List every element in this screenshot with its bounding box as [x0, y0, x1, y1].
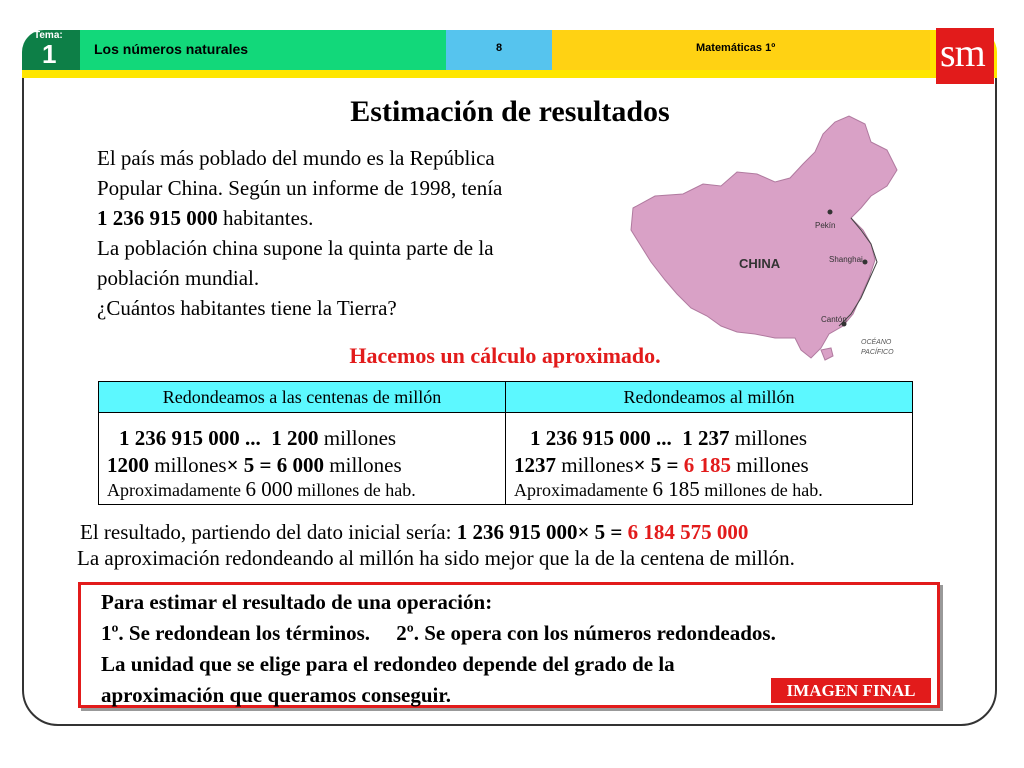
page-number-bar — [446, 30, 552, 70]
table-cell-hundreds — [99, 413, 506, 505]
table-header-hundreds: Redondeamos a las centenas de millón — [99, 382, 506, 413]
calc-unit: millones — [729, 426, 808, 450]
result-calc: 1 236 915 000× 5 = — [456, 520, 623, 544]
subject-bar — [552, 30, 930, 70]
rule-line: La unidad que se elige para el redondeo depende del grado de la — [101, 652, 675, 676]
sm-logo — [936, 28, 994, 84]
rule-line: Para estimar el resultado de una operación: — [101, 590, 493, 614]
page-title: Estimación de resultados — [350, 95, 670, 128]
subheading: Hacemos un cálculo aproximado. — [349, 343, 661, 368]
calc-result: × 5 = 6 000 — [226, 453, 325, 477]
calc-rounded: 1 200 — [271, 426, 319, 450]
calc-unit: millones — [149, 453, 227, 477]
result-line — [80, 520, 748, 545]
rule-line: aproximación que queramos conseguir. — [101, 683, 452, 707]
page-number: 8 — [495, 42, 503, 54]
china-map — [625, 112, 925, 367]
calc-unit: millones — [731, 453, 809, 477]
intro-line — [97, 203, 607, 233]
intro-line: El país más poblado del mundo es la República — [97, 146, 495, 170]
table-header-row — [99, 382, 913, 413]
calc-start: 1 236 915 000 ... — [119, 426, 261, 450]
topic-title: Los números naturales — [94, 41, 249, 57]
city-label-pekin: Pekín — [815, 221, 836, 230]
calc-rounded-short: 1200 — [107, 453, 149, 477]
table-row — [99, 413, 913, 505]
calc-line — [107, 452, 499, 479]
header-underline — [22, 70, 997, 78]
logo-text: sm — [940, 30, 985, 75]
approx-label: Aproximadamente — [514, 480, 653, 500]
intro-line: población mundial. — [97, 266, 260, 290]
intro-question: ¿Cuántos habitantes tiene la Tierra? — [97, 296, 397, 320]
calc-result-value: 6 185 — [678, 453, 732, 477]
result-value: 6 184 575 000 — [622, 520, 749, 544]
calc-result: × 5 = — [633, 453, 679, 477]
approx-unit: millones de hab. — [699, 480, 823, 500]
city-label-canton: Cantón — [821, 315, 847, 324]
china-shape — [631, 116, 897, 358]
shanghai-marker — [863, 260, 868, 265]
calc-line — [514, 452, 906, 479]
calc-unit: millones — [556, 453, 634, 477]
city-label-shanghai: Shanghai — [829, 255, 863, 264]
rounding-table — [98, 381, 913, 505]
approx-value: 6 000 — [245, 477, 293, 501]
calc-approx — [514, 479, 906, 500]
final-image-button[interactable]: IMAGEN FINAL — [771, 678, 931, 703]
tema-number: 1 — [42, 39, 57, 69]
ocean-label-1: OCÉANO — [861, 339, 892, 346]
population-value: 1 236 915 000 — [97, 206, 218, 230]
approx-value: 6 185 — [652, 477, 700, 501]
intro-text — [97, 143, 607, 323]
rule-line: 1º. Se redondean los términos. 2º. Se opera con los números redondeados. — [101, 621, 776, 645]
country-label: CHINA — [739, 256, 781, 271]
topic-bar — [80, 30, 446, 70]
result-comment: La aproximación redondeando al millón ha sido mejor que la de la centena de millón. — [77, 546, 795, 570]
ocean-label-2: PACÍFICO — [861, 349, 894, 356]
intro-line: La población china supone la quinta parte de la — [97, 236, 494, 260]
approx-label: Aproximadamente — [107, 480, 246, 500]
table-header-million: Redondeamos al millón — [506, 382, 913, 413]
subject-title: Matemáticas 1º — [696, 42, 776, 54]
tema-label: Tema: — [34, 30, 63, 41]
calc-approx — [107, 479, 499, 500]
approx-unit: millones de hab. — [292, 480, 416, 500]
calc-million — [506, 413, 912, 504]
calc-unit: millones — [324, 453, 402, 477]
tema-tab — [22, 30, 80, 70]
intro-line: Popular China. Según un informe de 1998, tenía — [97, 176, 503, 200]
table-cell-million — [506, 413, 913, 505]
calc-unit: millones — [318, 426, 397, 450]
calc-hundreds — [99, 413, 505, 504]
calc-rounded-short: 1237 — [514, 453, 556, 477]
pekin-marker — [828, 210, 833, 215]
calc-start: 1 236 915 000 ... — [530, 426, 672, 450]
result-prefix: El resultado, partiendo del dato inicial sería: — [80, 520, 457, 544]
calc-line — [107, 425, 499, 452]
calc-rounded: 1 237 — [682, 426, 730, 450]
intro-line-rest: habitantes. — [217, 206, 314, 230]
calc-line — [514, 425, 906, 452]
